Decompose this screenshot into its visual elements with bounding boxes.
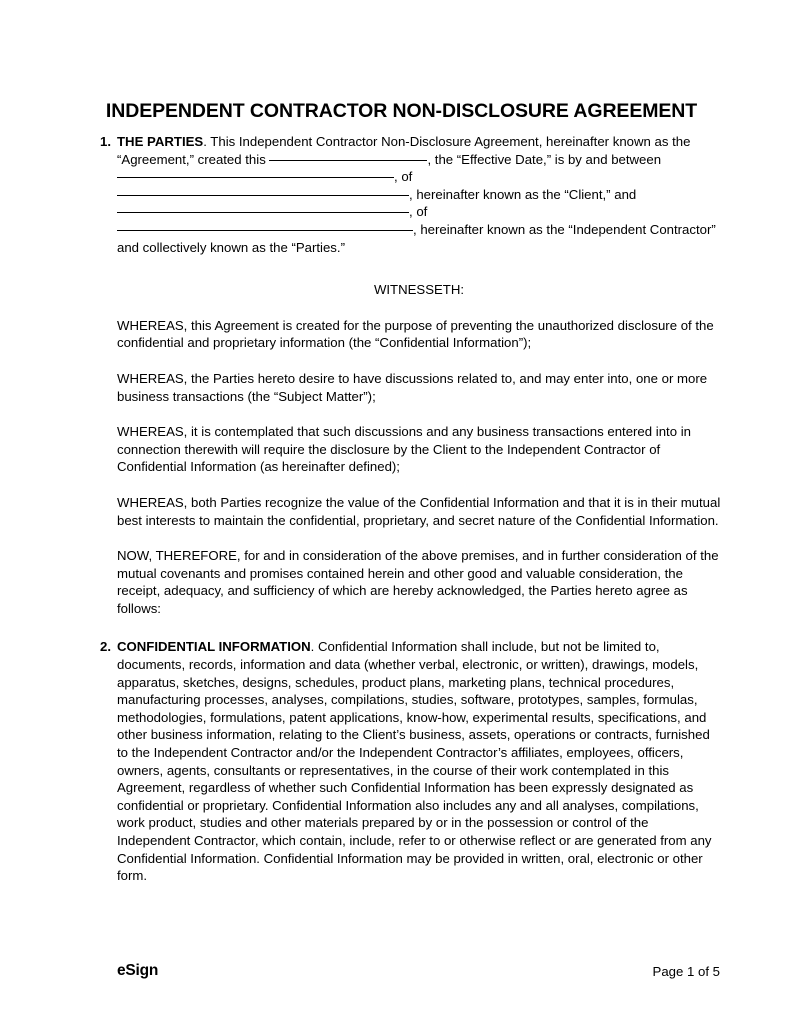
clause-heading-confidential-information: CONFIDENTIAL INFORMATION <box>117 639 311 655</box>
client-address-blank[interactable] <box>117 184 409 196</box>
client-name-blank[interactable] <box>117 166 394 178</box>
parties-text-f: , hereinafter known as the “Independent Contractor” and collectively known as the “Parties.” <box>117 221 716 255</box>
whereas-clause-4 <box>93 494 721 529</box>
page-footer <box>117 958 720 984</box>
confidential-information-text: . Confidential Information shall include, but not be limited to, documents, records, information and data (whether verbal, electronic, or written), drawings, models, apparatus, sketches, designs, schedules, product plans, marketing plans, technical procedures, manufacturing processes, analyses, compilations, studies, software, prototypes, samples, formulas, methodologies, formulations, patent applications, know-how, experimental results, specifications, and other business information, relating to the Client’s business, assets, operations or contracts, furnished to the Independent Contractor and/or the Independent Contractor’s affiliates, employees, officers, owners, agents, consultants or representatives, in the course of their work contemplated in this Agreement, regardless of whether such Confidential Information has been expressly designated as confidential or proprietary. Confidential Information also includes any and all analyses, compilations, work product, studies and other materials prepared by or in the possession or control of the Independent Contractor, which contain, include, refer to or otherwise reflect or are generated from any Confidential Information. Confidential Information may be provided in written, oral, electronic or other form. <box>117 639 712 884</box>
whereas-1-text: WHEREAS, this Agreement is created for the purpose of preventing the unauthorized disclosure of the confidential and proprietary information (the “Confidential Information”); <box>117 317 714 351</box>
clause-number-1: 1. <box>100 134 111 149</box>
document-body <box>93 133 721 885</box>
whereas-2-text: WHEREAS, the Parties hereto desire to have discussions related to, and may enter into, one or more business transactions (the “Subject Matter”); <box>117 370 708 404</box>
parties-text-d: , hereinafter known as the “Client,” and <box>409 186 637 202</box>
whereas-3-text: WHEREAS, it is contemplated that such discussions and any business transactions entered into in connection therewith will require the disclosure by the Client to the Independent Contractor of Confidential Information (as hereinafter defined); <box>117 424 691 475</box>
whereas-clause-1 <box>93 317 721 352</box>
clause-number-2: 2. <box>100 639 111 655</box>
clause-confidential-information <box>93 638 721 884</box>
clause-heading-the-parties: THE PARTIES <box>117 134 204 149</box>
parties-text-e: , of <box>409 204 428 220</box>
now-therefore-clause <box>93 547 721 617</box>
witnesseth-label: WITNESSETH: <box>373 282 465 298</box>
parties-text-c: , of <box>394 169 413 185</box>
clause-the-parties <box>93 133 721 256</box>
page-title: INDEPENDENT CONTRACTOR NON-DISCLOSURE AGREEMENT <box>105 100 698 123</box>
page-number: Page 1 of 5 <box>652 963 720 979</box>
contractor-name-blank[interactable] <box>117 201 409 213</box>
whereas-clause-3 <box>93 423 721 476</box>
whereas-clause-2 <box>93 370 721 405</box>
effective-date-blank[interactable] <box>269 149 427 161</box>
parties-text-b: , the “Effective Date,” is by and between <box>427 151 662 167</box>
contractor-address-blank[interactable] <box>117 219 413 231</box>
now-therefore-text: NOW, THEREFORE, for and in consideration of the above premises, and in further consideration of the mutual covenants and promises contained herein and other good and valuable consideration, the receipt, adequacy, and sufficiency of which are hereby acknowledged, the Parties hereto agree as follows: <box>117 548 719 616</box>
whereas-4-text: WHEREAS, both Parties recognize the value of the Confidential Information and that it is in their mutual best interests to maintain the confidential, proprietary, and secret nature of the Confidential Information. <box>117 494 721 528</box>
parties-text-a: . This Independent Contractor Non-Disclosure Agreement, hereinafter known as the “Agreement,” created this <box>117 134 691 167</box>
esign-logo: eSign <box>117 962 159 979</box>
